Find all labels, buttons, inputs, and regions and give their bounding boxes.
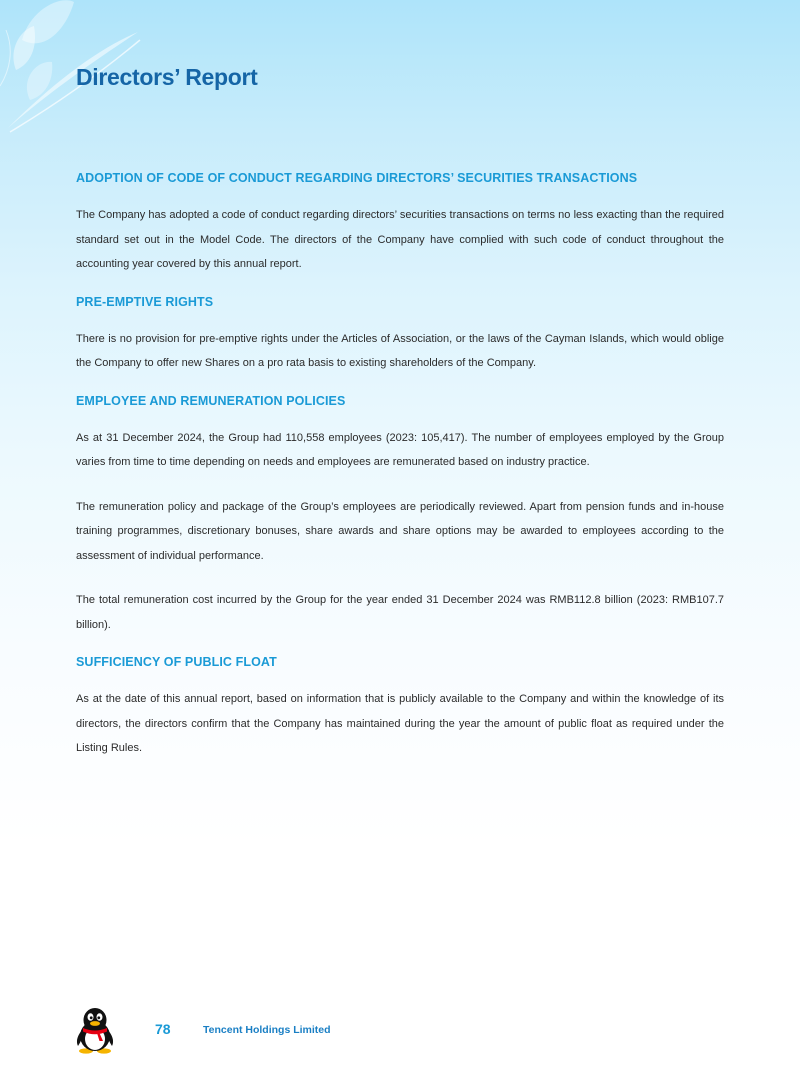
page-footer [0,1000,800,1060]
section-public-float [76,655,724,761]
section-pre-emptive-rights [76,295,724,376]
company-name: Tencent Holdings Limited [203,1024,331,1036]
section-employee-remuneration [76,394,724,638]
section-code-of-conduct [76,171,724,277]
paragraph: As at the date of this annual report, based on information that is publicly available to the Company and within the knowledge of its directors, the directors confirm that the Company has maintained during the year the amount of public float as required under the Listing Rules. [76,693,724,754]
section-heading: SUFFICIENCY OF PUBLIC FLOAT [76,655,277,669]
paragraph: The Company has adopted a code of conduct regarding directors’ securities transactions on terms no less exacting than the required standard set out in the Model Code. The directors of the Company have complied with such code of conduct throughout the accounting year covered by this annual report. [76,209,724,270]
page-number: 78 [155,1021,171,1037]
paragraph: The total remuneration cost incurred by the Group for the year ended 31 December 2024 was RMB112.8 billion (2023: RMB107.7 billion). [76,594,724,631]
paragraph: The remuneration policy and package of the Group’s employees are periodically reviewed. Apart from pension funds and in-house training programmes, discretionary bonuses, share awards and share options may be awarded to employees according to the assessment of individual performance. [76,500,724,562]
paragraph: As at 31 December 2024, the Group had 110,558 employees (2023: 105,417). The number of employees employed by the Group varies from time to time depending on needs and employees are remunerated based on industry practice. [76,431,724,468]
section-heading: EMPLOYEE AND REMUNERATION POLICIES [76,393,346,408]
page-title: Directors’ Report [76,64,258,90]
qq-penguin-icon [74,1006,116,1054]
paragraph: There is no provision for pre-emptive rights under the Articles of Association, or the laws of the Cayman Islands, which would oblige the Company to offer new Shares on a pro rata basis to existing shareholders of the Company. [76,332,724,369]
section-heading: PRE-EMPTIVE RIGHTS [76,294,214,309]
section-heading: ADOPTION OF CODE OF CONDUCT REGARDING DIRECTORS’ SECURITIES TRANSACTIONS [76,171,638,185]
report-content [76,171,724,779]
